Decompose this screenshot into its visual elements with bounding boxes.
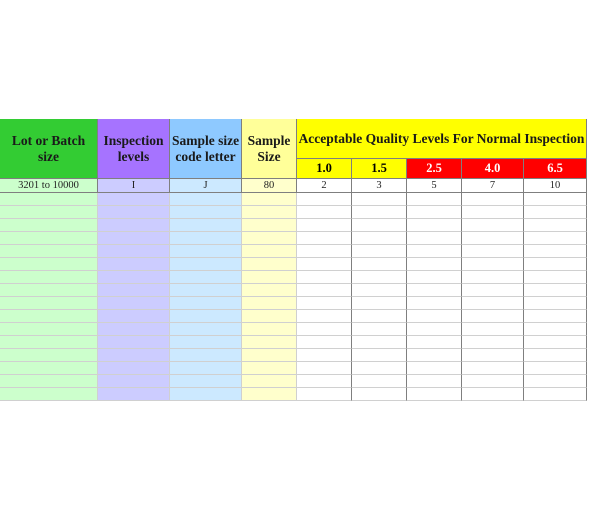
- empty-cell[interactable]: [242, 388, 297, 401]
- empty-cell[interactable]: [462, 245, 524, 258]
- empty-cell[interactable]: [297, 271, 352, 284]
- aql-level-6-5[interactable]: 6.5: [524, 159, 587, 179]
- empty-cell[interactable]: [352, 310, 407, 323]
- empty-cell[interactable]: [297, 193, 352, 206]
- row-sample-size[interactable]: 80: [242, 179, 297, 193]
- empty-cell[interactable]: [98, 284, 170, 297]
- empty-cell[interactable]: [98, 245, 170, 258]
- empty-cell[interactable]: [0, 193, 98, 206]
- empty-cell[interactable]: [297, 310, 352, 323]
- empty-cell[interactable]: [98, 271, 170, 284]
- empty-cell[interactable]: [297, 232, 352, 245]
- row-aql-1-5[interactable]: 3: [352, 179, 407, 193]
- empty-cell[interactable]: [98, 206, 170, 219]
- empty-cell[interactable]: [462, 271, 524, 284]
- empty-cell[interactable]: [0, 284, 98, 297]
- empty-cell[interactable]: [297, 258, 352, 271]
- empty-cell[interactable]: [98, 362, 170, 375]
- row-aql-1-0[interactable]: 2: [297, 179, 352, 193]
- empty-cell[interactable]: [524, 297, 587, 310]
- empty-cell[interactable]: [242, 375, 297, 388]
- empty-cell[interactable]: [462, 349, 524, 362]
- empty-cell[interactable]: [98, 193, 170, 206]
- empty-cell[interactable]: [524, 388, 587, 401]
- empty-cell[interactable]: [352, 297, 407, 310]
- empty-cell[interactable]: [297, 362, 352, 375]
- empty-cell[interactable]: [524, 284, 587, 297]
- empty-cell[interactable]: [407, 271, 462, 284]
- empty-cell[interactable]: [98, 323, 170, 336]
- empty-cell[interactable]: [98, 232, 170, 245]
- aql-level-1-5[interactable]: 1.5: [352, 159, 407, 179]
- empty-cell[interactable]: [242, 349, 297, 362]
- aql-level-2-5[interactable]: 2.5: [407, 159, 462, 179]
- empty-cell[interactable]: [0, 336, 98, 349]
- empty-cell[interactable]: [0, 219, 98, 232]
- empty-cell[interactable]: [98, 349, 170, 362]
- empty-cell[interactable]: [242, 284, 297, 297]
- empty-cell[interactable]: [352, 258, 407, 271]
- empty-cell[interactable]: [462, 284, 524, 297]
- empty-cell[interactable]: [524, 245, 587, 258]
- empty-cell[interactable]: [297, 297, 352, 310]
- empty-cell[interactable]: [0, 362, 98, 375]
- empty-cell[interactable]: [170, 310, 242, 323]
- empty-cell[interactable]: [98, 258, 170, 271]
- empty-cell[interactable]: [462, 206, 524, 219]
- empty-cell[interactable]: [242, 258, 297, 271]
- row-lot-size[interactable]: 3201 to 10000: [0, 179, 98, 193]
- empty-cell[interactable]: [462, 323, 524, 336]
- empty-cell[interactable]: [407, 284, 462, 297]
- empty-cell[interactable]: [170, 375, 242, 388]
- header-lot-batch-size[interactable]: Lot or Batch size: [0, 119, 98, 179]
- row-code-letter[interactable]: J: [170, 179, 242, 193]
- empty-cell[interactable]: [297, 323, 352, 336]
- empty-cell[interactable]: [407, 362, 462, 375]
- empty-cell[interactable]: [297, 388, 352, 401]
- empty-cell[interactable]: [462, 362, 524, 375]
- empty-cell[interactable]: [242, 206, 297, 219]
- empty-cell[interactable]: [407, 232, 462, 245]
- empty-cell[interactable]: [242, 245, 297, 258]
- aql-level-4-0[interactable]: 4.0: [462, 159, 524, 179]
- empty-cell[interactable]: [0, 271, 98, 284]
- empty-cell[interactable]: [297, 219, 352, 232]
- empty-cell[interactable]: [98, 297, 170, 310]
- empty-cell[interactable]: [462, 297, 524, 310]
- empty-cell[interactable]: [242, 219, 297, 232]
- row-aql-4-0[interactable]: 7: [462, 179, 524, 193]
- empty-cell[interactable]: [0, 375, 98, 388]
- empty-cell[interactable]: [524, 310, 587, 323]
- empty-cell[interactable]: [407, 375, 462, 388]
- empty-cell[interactable]: [0, 310, 98, 323]
- empty-cell[interactable]: [242, 362, 297, 375]
- empty-cell[interactable]: [98, 219, 170, 232]
- empty-cell[interactable]: [170, 258, 242, 271]
- empty-cell[interactable]: [524, 193, 587, 206]
- empty-cell[interactable]: [0, 258, 98, 271]
- empty-cell[interactable]: [462, 375, 524, 388]
- empty-cell[interactable]: [170, 297, 242, 310]
- empty-cell[interactable]: [352, 232, 407, 245]
- empty-cell[interactable]: [462, 219, 524, 232]
- empty-cell[interactable]: [98, 336, 170, 349]
- empty-cell[interactable]: [0, 349, 98, 362]
- empty-cell[interactable]: [297, 375, 352, 388]
- empty-cell[interactable]: [242, 310, 297, 323]
- empty-cell[interactable]: [524, 362, 587, 375]
- empty-cell[interactable]: [170, 271, 242, 284]
- empty-cell[interactable]: [407, 323, 462, 336]
- empty-cell[interactable]: [170, 193, 242, 206]
- empty-cell[interactable]: [462, 336, 524, 349]
- empty-cell[interactable]: [407, 219, 462, 232]
- empty-cell[interactable]: [462, 258, 524, 271]
- empty-cell[interactable]: [170, 323, 242, 336]
- header-aql-title[interactable]: Acceptable Quality Levels For Normal Inspection: [297, 119, 587, 159]
- empty-cell[interactable]: [98, 388, 170, 401]
- empty-cell[interactable]: [170, 336, 242, 349]
- empty-cell[interactable]: [98, 375, 170, 388]
- empty-cell[interactable]: [524, 258, 587, 271]
- empty-cell[interactable]: [524, 349, 587, 362]
- empty-cell[interactable]: [524, 232, 587, 245]
- empty-cell[interactable]: [462, 388, 524, 401]
- empty-cell[interactable]: [352, 219, 407, 232]
- empty-cell[interactable]: [170, 349, 242, 362]
- empty-cell[interactable]: [407, 336, 462, 349]
- empty-cell[interactable]: [170, 206, 242, 219]
- empty-cell[interactable]: [352, 193, 407, 206]
- empty-cell[interactable]: [407, 245, 462, 258]
- empty-cell[interactable]: [407, 310, 462, 323]
- empty-cell[interactable]: [407, 349, 462, 362]
- empty-cell[interactable]: [170, 362, 242, 375]
- empty-cell[interactable]: [352, 336, 407, 349]
- empty-cell[interactable]: [242, 232, 297, 245]
- row-aql-6-5[interactable]: 10: [524, 179, 587, 193]
- empty-cell[interactable]: [407, 388, 462, 401]
- empty-cell[interactable]: [0, 297, 98, 310]
- empty-cell[interactable]: [170, 284, 242, 297]
- empty-cell[interactable]: [0, 245, 98, 258]
- empty-cell[interactable]: [98, 310, 170, 323]
- row-inspection-level[interactable]: I: [98, 179, 170, 193]
- empty-cell[interactable]: [352, 375, 407, 388]
- header-sample-size-code-letter[interactable]: Sample size code letter: [170, 119, 242, 179]
- empty-cell[interactable]: [170, 219, 242, 232]
- empty-cell[interactable]: [170, 232, 242, 245]
- empty-cell[interactable]: [352, 362, 407, 375]
- empty-cell[interactable]: [352, 388, 407, 401]
- header-sample-size[interactable]: Sample Size: [242, 119, 297, 179]
- empty-cell[interactable]: [352, 323, 407, 336]
- empty-cell[interactable]: [242, 336, 297, 349]
- empty-cell[interactable]: [407, 206, 462, 219]
- empty-cell[interactable]: [352, 206, 407, 219]
- empty-cell[interactable]: [524, 271, 587, 284]
- empty-cell[interactable]: [524, 219, 587, 232]
- empty-cell[interactable]: [0, 323, 98, 336]
- empty-cell[interactable]: [170, 388, 242, 401]
- empty-cell[interactable]: [242, 323, 297, 336]
- empty-cell[interactable]: [524, 206, 587, 219]
- empty-cell[interactable]: [297, 349, 352, 362]
- header-inspection-levels[interactable]: Inspection levels: [98, 119, 170, 179]
- empty-cell[interactable]: [297, 284, 352, 297]
- row-aql-2-5[interactable]: 5: [407, 179, 462, 193]
- empty-cell[interactable]: [462, 310, 524, 323]
- empty-cell[interactable]: [407, 193, 462, 206]
- empty-cell[interactable]: [407, 297, 462, 310]
- empty-cell[interactable]: [352, 245, 407, 258]
- empty-cell[interactable]: [0, 232, 98, 245]
- empty-cell[interactable]: [352, 271, 407, 284]
- spreadsheet-grid: [0, 119, 592, 412]
- empty-cell[interactable]: [462, 232, 524, 245]
- empty-cell[interactable]: [170, 245, 242, 258]
- empty-cell[interactable]: [0, 206, 98, 219]
- empty-cell[interactable]: [242, 271, 297, 284]
- aql-level-1-0[interactable]: 1.0: [297, 159, 352, 179]
- empty-cell[interactable]: [352, 284, 407, 297]
- empty-cell[interactable]: [242, 193, 297, 206]
- empty-cell[interactable]: [524, 323, 587, 336]
- empty-cell[interactable]: [407, 258, 462, 271]
- empty-cell[interactable]: [242, 297, 297, 310]
- empty-cell[interactable]: [0, 388, 98, 401]
- empty-cell[interactable]: [462, 193, 524, 206]
- empty-cell[interactable]: [524, 336, 587, 349]
- empty-cell[interactable]: [352, 349, 407, 362]
- empty-cell[interactable]: [524, 375, 587, 388]
- empty-cell[interactable]: [297, 206, 352, 219]
- empty-cell[interactable]: [297, 336, 352, 349]
- empty-cell[interactable]: [297, 245, 352, 258]
